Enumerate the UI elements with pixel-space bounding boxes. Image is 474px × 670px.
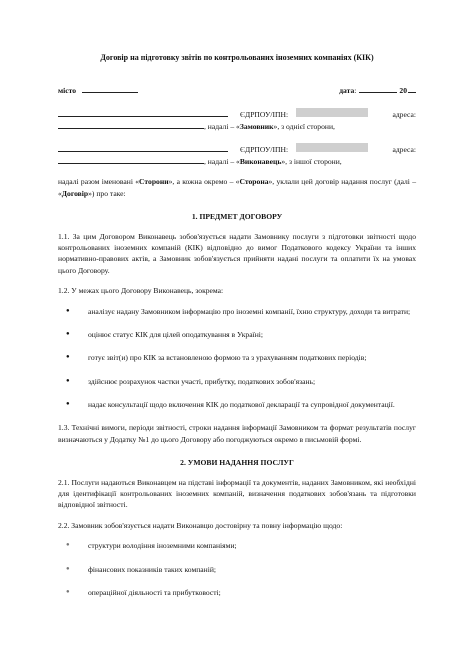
clause-2-2: 2.2. Замовник зобов'язується надати Виконавцю достовірну та повну інформацію щодо: xyxy=(58,520,343,530)
section-1-list xyxy=(58,306,416,411)
list-item: ● оцінює статус КІК для цілей оподаткування в Україні; xyxy=(58,329,416,340)
party-contractor: ЄДРПОУ/ІПН: адреса: , надалі – « Виконавець », з іншої сторони, xyxy=(58,143,416,166)
customer-edrpou-label: ЄДРПОУ/ІПН: xyxy=(240,110,289,120)
list-item: ● готує звіт(и) про КІК за встановленою формою та з урахуванням податкових періодів; xyxy=(58,352,416,363)
customer-name-blank[interactable] xyxy=(58,108,228,117)
year-blank[interactable] xyxy=(408,84,416,93)
date-label: дата xyxy=(339,86,355,95)
date-blank[interactable] xyxy=(359,84,397,93)
clause-1-1: 1.1. За цим Договором Виконавець зобов'язується надати Замовнику послуги з підготовки звітності щодо контрольованих іноземних компаній (КІК) відповідно до вимог Податкового кодексу України та інших нормативно-правових актів, а Замовник зобов'язується прийняти надані послуги та оплатити їх на умовах цього Договору. xyxy=(58,231,416,275)
year-prefix: 20 xyxy=(399,86,407,95)
list-item: ● здійснює розрахунок частки участі, прибутку, податкових зобов'язань; xyxy=(58,376,416,387)
clause-1-3: 1.3. Технічні вимоги, періоди звітності, строки надання інформації Замовником та формат результатів послуг визначаються у Додатку №1 до цього Договору або погоджуються окремо в письмовій формі. xyxy=(58,423,416,444)
section-2-heading: 2. УМОВИ НАДАННЯ ПОСЛУГ xyxy=(180,458,294,468)
party-customer: ЄДРПОУ/ІПН: адреса: , надалі – « Замовник », з однієї сторони, xyxy=(58,108,416,131)
list-item: ● аналізує надану Замовником інформацію про іноземні компанії, їхню структуру, доходи та витрати; xyxy=(58,306,416,317)
section-1-heading: 1. ПРЕДМЕТ ДОГОВОРУ xyxy=(191,212,283,222)
customer-address-label: адреса: xyxy=(392,110,416,120)
clause-2-1: 2.1. Послуги надаються Виконавцем на підставі інформації та документів, наданих Замовником, які необхідні для ідентифікації контрольованих іноземних компаній, визначення податкових зобов'язань та підготовки відповідної звітності. xyxy=(58,477,416,510)
contractor-edrpou-label: ЄДРПОУ/ІПН: xyxy=(240,145,289,155)
city-label: місто xyxy=(58,86,77,95)
city-blank[interactable] xyxy=(82,84,138,93)
document-title: Договір на підготовку звітів по контрольованих іноземних компаніях (КІК) xyxy=(100,53,374,62)
contractor-address-label: адреса: xyxy=(392,145,416,155)
contractor-address-blank[interactable] xyxy=(58,155,204,164)
customer-edrpou-field[interactable] xyxy=(296,108,368,117)
customer-address-blank[interactable] xyxy=(58,120,204,129)
contractor-role: Виконавець xyxy=(239,156,282,166)
customer-role: Замовник xyxy=(239,121,274,131)
contractor-edrpou-field[interactable] xyxy=(296,143,368,152)
list-item: ● фінансових показників таких компаній; xyxy=(58,564,416,575)
intro-paragraph: надалі разом іменовані «Сторони», а кожна окремо – «Сторона», уклали цей договір надання послуг (далі – «Договір») про таке: xyxy=(58,177,416,198)
list-item: ● операційної діяльності та прибутковості; xyxy=(58,587,416,598)
list-item: ● надає консультації щодо включення КІК до податкової декларації та супровідної документації. xyxy=(58,399,416,410)
city-date-row: місто дата : 20 xyxy=(58,84,416,96)
section-2-list xyxy=(58,540,416,598)
contractor-name-blank[interactable] xyxy=(58,143,228,152)
clause-1-2: 1.2. У межах цього Договору Виконавець, зокрема: xyxy=(58,286,224,296)
list-item: ● структури володіння іноземними компаніями; xyxy=(58,540,416,551)
